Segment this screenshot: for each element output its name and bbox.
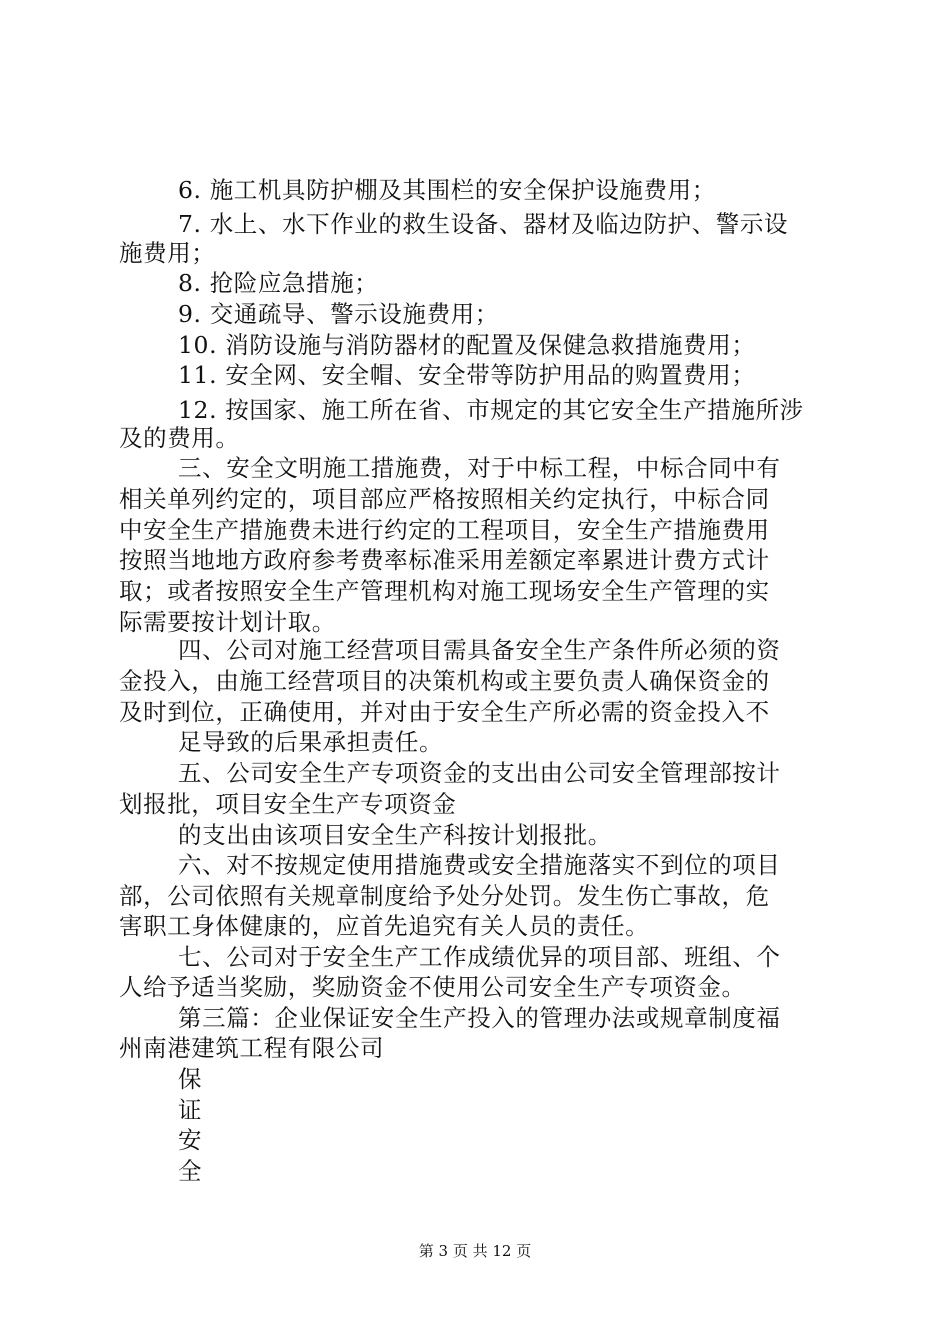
text-line-13: 按照当地地方政府参考费率标准采用差额定率累进计费方式计 <box>119 546 770 574</box>
text-line-28: 第三篇：企业保证安全生产投入的管理办法或规章制度福 <box>178 1004 781 1032</box>
text-line-1: 6. 施工机具防护棚及其围栏的安全保护设施费用； <box>178 176 716 204</box>
text-line-3: 施费用； <box>119 239 216 267</box>
text-line-20: 五、公司安全生产专项资金的支出由公司安全管理部按计 <box>178 759 781 787</box>
text-line-14: 取；或者按照安全生产管理机构对施工现场安全生产管理的实 <box>119 577 770 605</box>
text-line-6: 10. 消防设施与消防器材的配置及保健急救措施费用； <box>178 331 756 359</box>
text-line-10: 三、安全文明施工措施费，对于中标工程，中标合同中有 <box>178 454 781 482</box>
text-line-27: 人给予适当奖励，奖励资金不使用公司安全生产专项资金。 <box>119 973 746 1001</box>
text-line-17: 金投入，由施工经营项目的决策机构或主要负责人确保资金的 <box>119 667 770 695</box>
text-line-9: 及的费用。 <box>119 424 240 452</box>
text-line-4: 8. 抢险应急措施； <box>178 269 379 297</box>
text-line-12: 中安全生产措施费未进行约定的工程项目，安全生产措施费用 <box>119 516 770 544</box>
text-line-19: 足导致的后果承担责任。 <box>178 728 444 756</box>
text-line-7: 11. 安全网、安全帽、安全带等防护用品的购置费用； <box>178 361 756 389</box>
text-line-29: 州南港建筑工程有限公司 <box>119 1034 385 1062</box>
text-line-31: 证 <box>178 1096 203 1124</box>
text-line-32: 安 <box>178 1126 203 1154</box>
text-line-18: 及时到位，正确使用，并对由于安全生产所必需的资金投入不 <box>119 698 770 726</box>
text-line-16: 四、公司对施工经营项目需具备安全生产条件所必须的资 <box>178 636 781 664</box>
text-line-25: 害职工身体健康的，应首先追究有关人员的责任。 <box>119 912 650 940</box>
text-line-8: 12. 按国家、施工所在省、市规定的其它安全生产措施所涉 <box>178 396 804 424</box>
text-line-23: 六、对不按规定使用措施费或安全措施落实不到位的项目 <box>178 851 781 879</box>
text-line-33: 全 <box>178 1157 203 1185</box>
text-line-15: 际需要按计划计取。 <box>119 608 336 636</box>
text-line-22: 的支出由该项目安全生产科按计划报批。 <box>178 821 612 849</box>
text-line-5: 9. 交通疏导、警示设施费用； <box>178 300 499 328</box>
page-footer: 第 3 页 共 12 页 <box>418 1242 532 1260</box>
text-line-2: 7. 水上、水下作业的救生设备、器材及临边防护、警示设 <box>178 210 789 238</box>
text-line-26: 七、公司对于安全生产工作成绩优异的项目部、班组、个 <box>178 943 781 971</box>
text-line-21: 划报批，项目安全生产专项资金 <box>119 790 457 818</box>
text-line-24: 部，公司依照有关规章制度给予处分处罚。发生伤亡事故，危 <box>119 882 770 910</box>
text-line-30: 保 <box>178 1065 203 1093</box>
text-line-11: 相关单列约定的，项目部应严格按照相关约定执行，中标合同 <box>119 485 770 513</box>
